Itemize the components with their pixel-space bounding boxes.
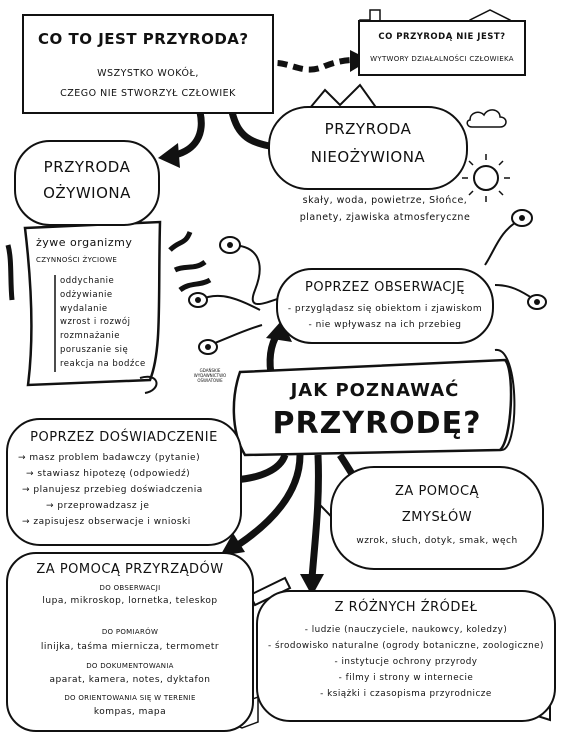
list-item: - ludzie (nauczyciele, naukowcy, koledzy) <box>304 625 508 635</box>
list-item: → masz problem badawczy (pytanie) <box>18 453 201 463</box>
senses-bubble <box>330 466 544 570</box>
list-item: → zapisujesz obserwacje i wnioski <box>22 517 191 527</box>
dashed-arrow <box>262 60 352 70</box>
list-item: poruszanie się <box>60 344 129 355</box>
instruments-title: ZA POMOCĄ PRZYRZĄDÓW <box>36 562 224 577</box>
sources-list <box>258 622 554 702</box>
instruments-section-text: aparat, kamera, notes, dyktafon <box>49 675 211 685</box>
definition-title: CO TO JEST PRZYRODA? <box>38 30 249 48</box>
nonliving-nature-title-1: PRZYRODA <box>324 120 412 138</box>
nonliving-nature-line-2: planety, zjawiska atmosferyczne <box>299 212 471 223</box>
eye-stalk-left-2 <box>200 296 260 310</box>
living-organisms-heading: żywe organizmy <box>36 236 133 249</box>
instruments-section-label: DO DOKUMENTOWANIA <box>86 662 174 670</box>
list-item: → planujesz przebieg doświadczenia <box>22 485 203 495</box>
main-title-line-1: JAK POZNAWAĆ <box>290 380 460 401</box>
experiment-bubble <box>6 418 242 546</box>
sun-icon <box>474 166 498 190</box>
main-title-line-2: PRZYRODĘ? <box>272 406 482 441</box>
eye-stalk-left-3 <box>210 325 262 345</box>
instruments-section-text: linijka, taśma miernicza, termometr <box>40 642 220 652</box>
list-item: rozmnażanie <box>60 331 120 342</box>
list-item: wzrost i rozwój <box>60 317 131 328</box>
experiment-steps-list <box>18 450 203 530</box>
definition-line-2: CZEGO NIE STWORZYŁ CZŁOWIEK <box>60 88 236 99</box>
tree-branch-icon <box>8 245 12 300</box>
observation-line-2: - nie wpływasz na ich przebieg <box>308 320 462 330</box>
observation-bubble <box>276 268 494 344</box>
definition-box <box>22 14 274 114</box>
instruments-section-label: DO ORIENTOWANIA SIĘ W TERENIE <box>64 694 196 702</box>
publisher-logo: GDAŃSKIE WYDAWNICTWO OŚWIATOWE <box>193 368 227 383</box>
instruments-section-label: DO OBSERWACJI <box>99 584 161 592</box>
tree-branch-icon <box>170 232 210 290</box>
cloud-icon <box>467 110 506 127</box>
instruments-section-text: lupa, mikroskop, lornetka, teleskop <box>42 596 218 606</box>
living-nature-title-1: PRZYRODA <box>43 158 131 176</box>
senses-line: wzrok, słuch, dotyk, smak, węch <box>356 536 518 546</box>
not-nature-subtitle: WYTWORY DZIAŁALNOŚCI CZŁOWIEKA <box>370 55 514 63</box>
list-item: - instytucje ochrony przyrody <box>334 657 478 667</box>
not-nature-title: CO PRZYRODĄ NIE JEST? <box>378 32 506 42</box>
list-item: - książki i czasopisma przyrodnicze <box>320 689 492 699</box>
senses-title-2: ZMYSŁÓW <box>401 510 473 525</box>
list-item: reakcja na bodźce <box>60 358 146 369</box>
sources-bubble <box>256 590 556 722</box>
nonliving-nature-title-2: NIEOŻYWIONA <box>310 148 426 166</box>
arrow-to-ozywiona-head <box>158 143 180 168</box>
definition-line-1: WSZYSTKO WOKÓŁ, <box>97 68 199 79</box>
living-nature-title-2: OŻYWIONA <box>43 184 131 202</box>
list-item: - środowisko naturalne (ogrody botaniczne, zoologiczne) <box>268 641 544 651</box>
instruments-section-text: kompas, mapa <box>93 707 167 717</box>
observation-line-1: - przyglądasz się obiektom i zjawiskom <box>287 304 483 314</box>
sources-title: Z RÓŻNYCH ŹRÓDEŁ <box>334 600 478 615</box>
list-item: odżywianie <box>60 289 113 300</box>
nonliving-nature-line-1: skały, woda, powietrze, Słońce, <box>302 195 468 206</box>
senses-title-1: ZA POMOCĄ <box>395 484 479 499</box>
experiment-title: POPRZEZ DOŚWIADCZENIE <box>30 430 218 445</box>
life-functions-heading: CZYNNOŚCI ŻYCIOWE <box>36 256 118 264</box>
instruments-section-label: DO POMIARÓW <box>101 628 159 636</box>
not-nature-box <box>358 20 526 76</box>
living-nature-bubble <box>14 140 160 226</box>
arrow-to-ozywiona <box>175 112 201 155</box>
observation-title: POPRZEZ OBSERWACJĘ <box>305 280 465 295</box>
nonliving-nature-bubble <box>268 106 468 190</box>
list-item: wydalanie <box>60 303 108 314</box>
arrow-to-zrodla <box>312 455 318 578</box>
arrow-to-doswiadczenie <box>235 455 285 480</box>
life-functions-list <box>60 275 146 372</box>
list-item: - filmy i strony w internecie <box>338 673 474 683</box>
list-item: → przeprowadzasz je <box>46 501 150 511</box>
eye-stalk-right-1 <box>485 220 520 265</box>
instruments-bubble <box>6 552 254 732</box>
list-item: → stawiasz hipotezę (odpowiedź) <box>26 469 191 479</box>
list-item: oddychanie <box>60 276 115 286</box>
